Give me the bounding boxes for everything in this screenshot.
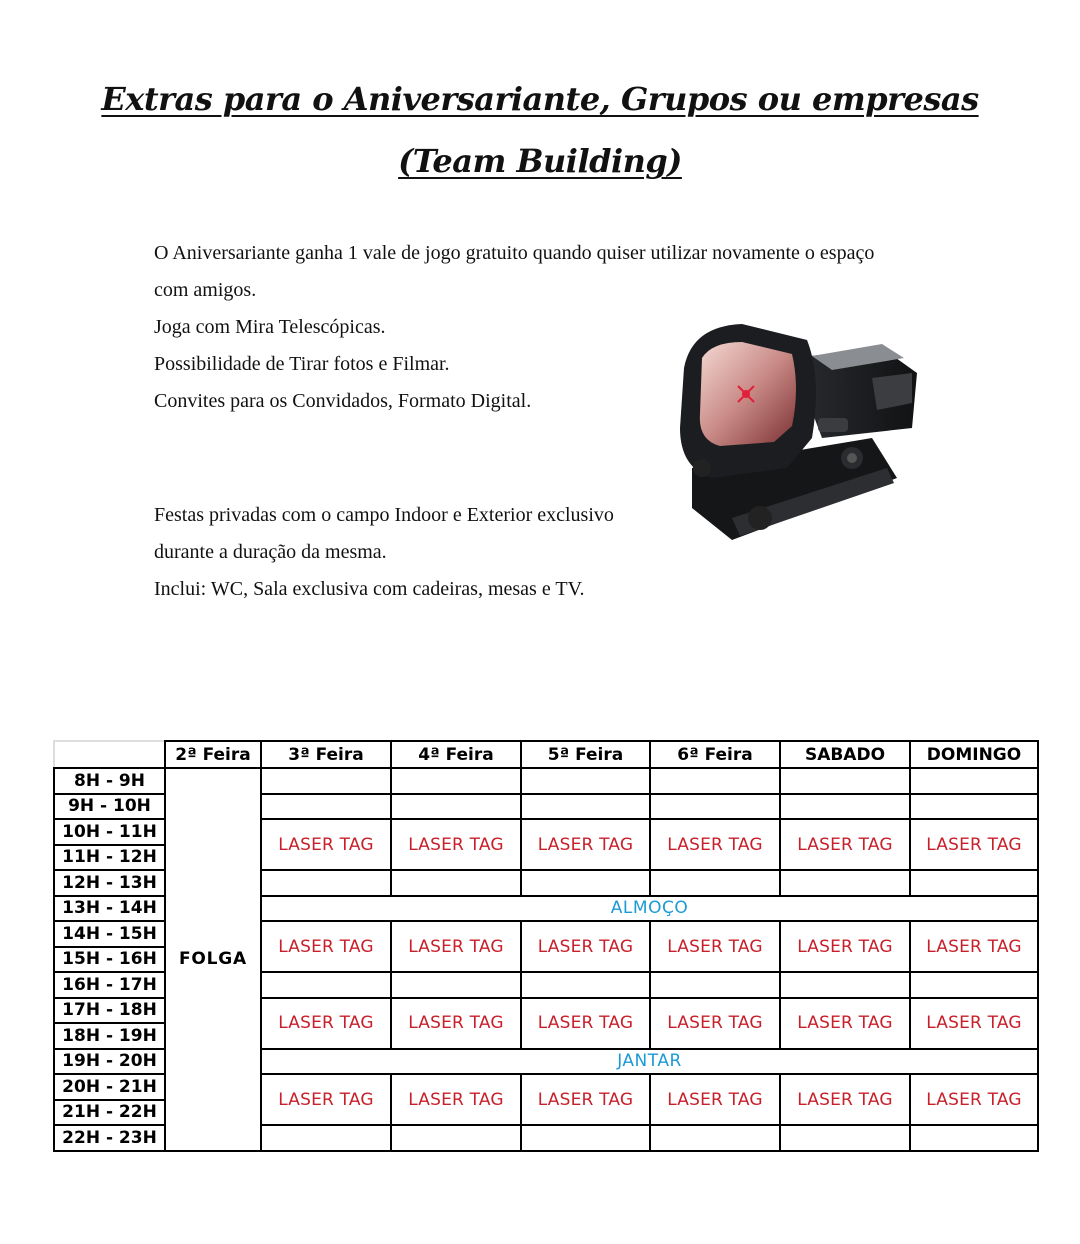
header-row bbox=[54, 741, 1038, 768]
laser-tag-slot: LASER TAG bbox=[650, 998, 780, 1049]
laser-tag-slot: LASER TAG bbox=[261, 1074, 391, 1125]
empty-cell bbox=[521, 870, 650, 896]
empty-cell bbox=[261, 794, 391, 820]
page-title: Extras para o Aniversariante, Grupos ou empresas bbox=[101, 80, 979, 118]
day-header: 4ª Feira bbox=[391, 741, 521, 768]
time-cell: 11H - 12H bbox=[54, 845, 165, 871]
laser-tag-slot: LASER TAG bbox=[391, 819, 521, 870]
intro-line: Possibilidade de Tirar fotos e Filmar. bbox=[154, 353, 450, 375]
empty-cell bbox=[780, 972, 910, 998]
intro-line: com amigos. bbox=[154, 279, 257, 301]
empty-cell bbox=[650, 794, 780, 820]
laser-tag-slot: LASER TAG bbox=[780, 921, 910, 972]
laser-tag-slot: LASER TAG bbox=[261, 819, 391, 870]
corner-cell bbox=[54, 741, 165, 768]
day-header: 5ª Feira bbox=[521, 741, 650, 768]
time-cell: 22H - 23H bbox=[54, 1125, 165, 1151]
empty-cell bbox=[910, 1125, 1038, 1151]
laser-tag-slot: LASER TAG bbox=[910, 921, 1038, 972]
empty-cell bbox=[261, 972, 391, 998]
laser-tag-slot: LASER TAG bbox=[910, 819, 1038, 870]
laser-tag-slot: LASER TAG bbox=[521, 921, 650, 972]
intro-line: Convites para os Convidados, Formato Digital. bbox=[154, 390, 532, 412]
time-cell: 9H - 10H bbox=[54, 794, 165, 820]
laser-tag-slot: LASER TAG bbox=[650, 921, 780, 972]
private-line: Festas privadas com o campo Indoor e Exterior exclusivo bbox=[154, 504, 614, 526]
empty-cell bbox=[780, 870, 910, 896]
empty-cell bbox=[391, 972, 521, 998]
time-cell: 19H - 20H bbox=[54, 1049, 165, 1075]
page-subtitle: (Team Building) bbox=[398, 142, 682, 180]
empty-cell bbox=[910, 972, 1038, 998]
laser-tag-slot: LASER TAG bbox=[780, 819, 910, 870]
day-header: 2ª Feira bbox=[165, 741, 261, 768]
empty-cell bbox=[780, 1125, 910, 1151]
empty-cell bbox=[261, 1125, 391, 1151]
empty-cell bbox=[650, 768, 780, 794]
time-cell: 8H - 9H bbox=[54, 768, 165, 794]
time-cell: 12H - 13H bbox=[54, 870, 165, 896]
time-cell: 13H - 14H bbox=[54, 896, 165, 922]
schedule-table bbox=[53, 740, 1039, 1152]
red-dot-sight-image bbox=[672, 318, 920, 546]
time-cell: 14H - 15H bbox=[54, 921, 165, 947]
laser-tag-slot: LASER TAG bbox=[391, 1074, 521, 1125]
empty-cell bbox=[391, 794, 521, 820]
intro-line: O Aniversariante ganha 1 vale de jogo gratuito quando quiser utilizar novamente o espaço bbox=[154, 242, 875, 264]
laser-tag-slot: LASER TAG bbox=[910, 1074, 1038, 1125]
empty-cell bbox=[261, 870, 391, 896]
empty-cell bbox=[391, 768, 521, 794]
empty-cell bbox=[650, 972, 780, 998]
time-cell: 18H - 19H bbox=[54, 1023, 165, 1049]
laser-tag-slot: LASER TAG bbox=[261, 998, 391, 1049]
time-cell: 15H - 16H bbox=[54, 947, 165, 973]
empty-cell bbox=[521, 1125, 650, 1151]
empty-cell bbox=[521, 768, 650, 794]
laser-tag-slot: LASER TAG bbox=[780, 998, 910, 1049]
laser-tag-slot: LASER TAG bbox=[391, 998, 521, 1049]
empty-cell bbox=[521, 794, 650, 820]
dinner-break-cell: JANTAR bbox=[261, 1049, 1038, 1075]
day-header: SABADO bbox=[780, 741, 910, 768]
empty-cell bbox=[650, 1125, 780, 1151]
empty-cell bbox=[261, 768, 391, 794]
empty-cell bbox=[910, 870, 1038, 896]
day-header: 3ª Feira bbox=[261, 741, 391, 768]
laser-tag-slot: LASER TAG bbox=[521, 998, 650, 1049]
time-cell: 10H - 11H bbox=[54, 819, 165, 845]
laser-tag-slot: LASER TAG bbox=[521, 819, 650, 870]
day-header: 6ª Feira bbox=[650, 741, 780, 768]
laser-tag-slot: LASER TAG bbox=[910, 998, 1038, 1049]
laser-tag-slot: LASER TAG bbox=[650, 819, 780, 870]
laser-tag-slot: LASER TAG bbox=[521, 1074, 650, 1125]
laser-tag-slot: LASER TAG bbox=[391, 921, 521, 972]
empty-cell bbox=[391, 1125, 521, 1151]
intro-line: Joga com Mira Telescópicas. bbox=[154, 316, 386, 338]
private-line: Inclui: WC, Sala exclusiva com cadeiras, mesas e TV. bbox=[154, 578, 585, 600]
empty-cell bbox=[391, 870, 521, 896]
private-line: durante a duração da mesma. bbox=[154, 541, 387, 563]
empty-cell bbox=[521, 972, 650, 998]
time-cell: 20H - 21H bbox=[54, 1074, 165, 1100]
laser-tag-slot: LASER TAG bbox=[780, 1074, 910, 1125]
empty-cell bbox=[780, 768, 910, 794]
empty-cell bbox=[650, 870, 780, 896]
monday-off-cell: FOLGA bbox=[165, 768, 261, 1151]
empty-cell bbox=[910, 794, 1038, 820]
laser-tag-slot: LASER TAG bbox=[650, 1074, 780, 1125]
day-header: DOMINGO bbox=[910, 741, 1038, 768]
private-party-paragraph bbox=[154, 497, 674, 608]
time-cell: 16H - 17H bbox=[54, 972, 165, 998]
time-cell: 21H - 22H bbox=[54, 1100, 165, 1126]
empty-cell bbox=[780, 794, 910, 820]
laser-tag-slot: LASER TAG bbox=[261, 921, 391, 972]
table-row bbox=[54, 768, 1038, 794]
empty-cell bbox=[910, 768, 1038, 794]
lunch-break-cell: ALMOÇO bbox=[261, 896, 1038, 922]
time-cell: 17H - 18H bbox=[54, 998, 165, 1024]
